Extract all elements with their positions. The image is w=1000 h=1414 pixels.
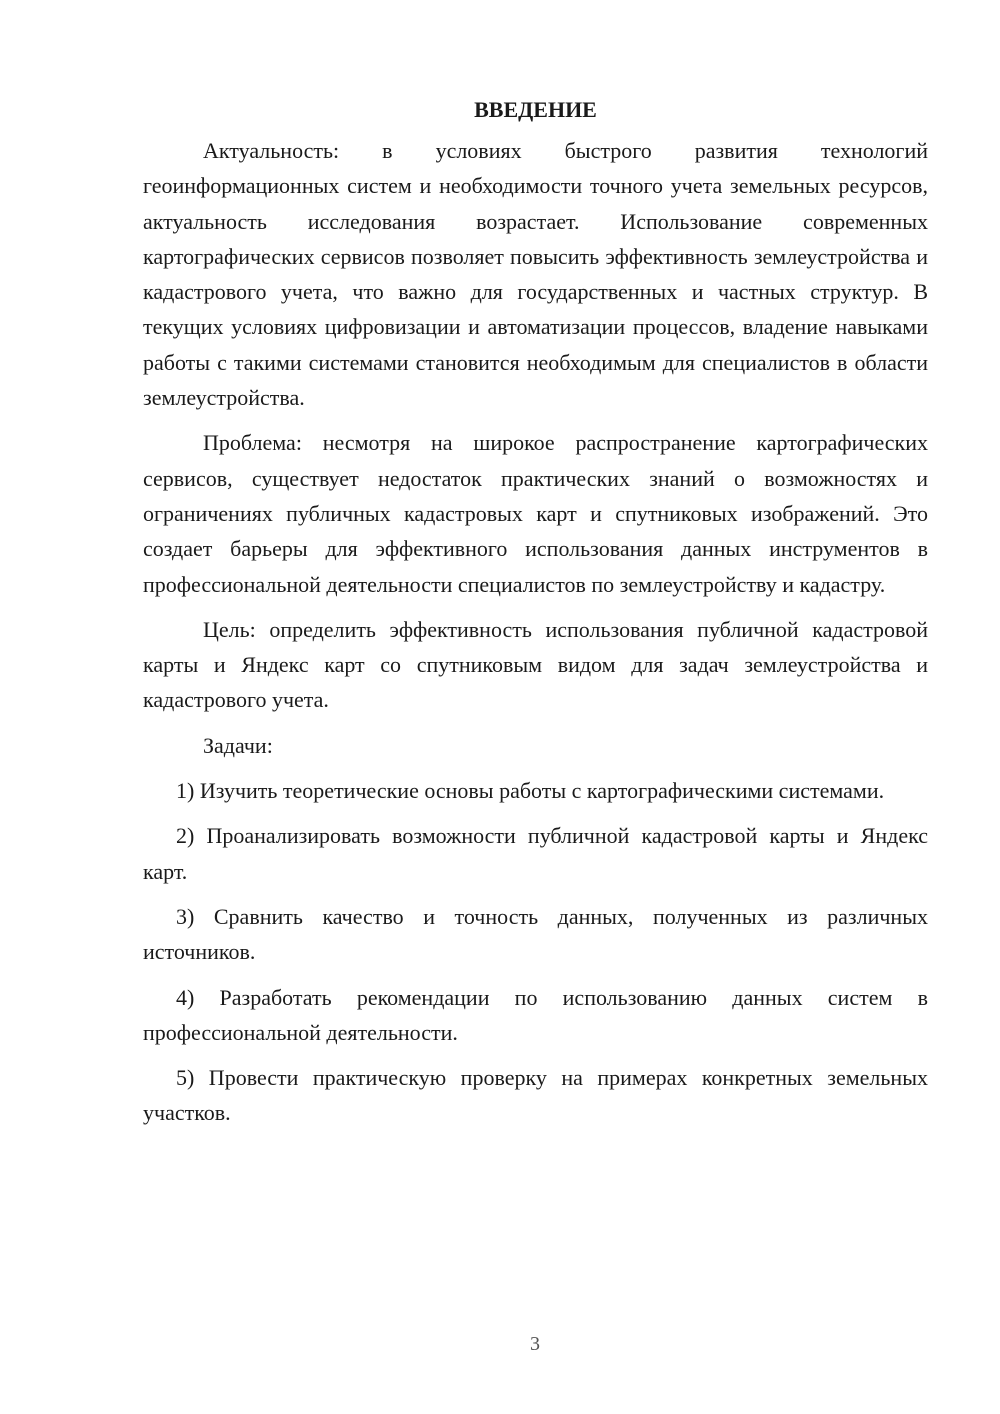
section-heading: ВВЕДЕНИЕ bbox=[474, 97, 597, 122]
task-item-3: 3) Сравнить качество и точность данных, полученных из различных источников. bbox=[143, 903, 928, 965]
page-number: 3 bbox=[530, 1333, 540, 1355]
paragraph-goal: Цель: определить эффективность использования публичной кадастровой карты и Яндекс карт со спутниковым видом для задач землеустройства и кадастрового учета. bbox=[143, 616, 928, 713]
task-item-5: 5) Провести практическую проверку на примерах конкретных земельных участков. bbox=[143, 1065, 928, 1126]
tasks-label: Задачи: bbox=[203, 732, 273, 758]
paragraph-relevance: Актуальность: в условиях быстрого развития технологий геоинформационных систем и необходимости точного учета земельных ресурсов, актуальность исследования возрастает. Использование современных картографических сервисов позволяет повысить эффективность землеустройства и кадастрового учета, что важно для государственных и частных структур. В текущих условиях цифровизации и автоматизации процессов, владение навыками работы с такими системами становится необходимым для специалистов в области землеустройства. bbox=[143, 138, 928, 411]
task-item-2: 2) Проанализировать возможности публичной кадастровой карты и Яндекс карт. bbox=[143, 823, 928, 884]
task-item-1: 1) Изучить теоретические основы работы с картографическими системами. bbox=[176, 778, 885, 804]
document-page bbox=[143, 92, 928, 1141]
task-item-4: 4) Разработать рекомендации по использованию данных систем в профессиональной деятельности. bbox=[143, 984, 928, 1045]
paragraph-problem: Проблема: несмотря на широкое распространение картографических сервисов, существует недостаток практических знаний о возможностях и ограничениях публичных кадастровых карт и спутниковых изображений. Это создает барьеры для эффективного использования данных инструментов в профессиональной деятельности специалистов по землеустройству и кадастру. bbox=[143, 430, 928, 597]
